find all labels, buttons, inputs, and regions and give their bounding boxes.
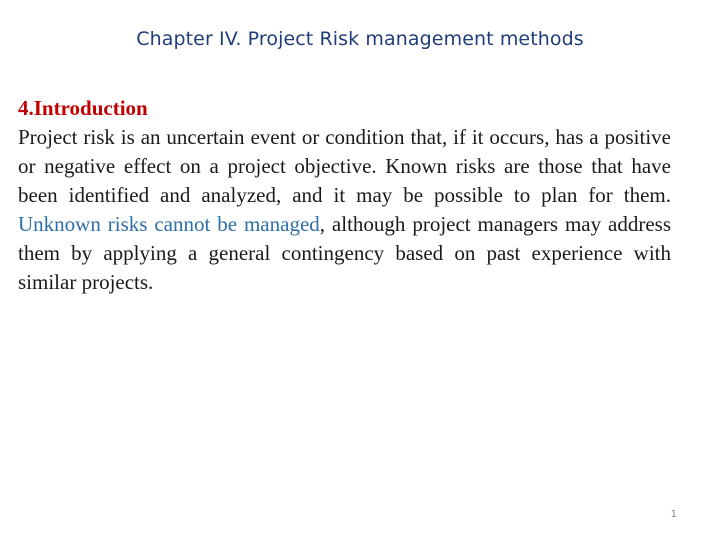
paragraph-text-part1: Project risk is an uncertain event or condition that, if it occurs, has a positive or negative effect on a project objective. Known risks are those that have been identified and analyzed, and it may be possible to plan for them.	[18, 125, 671, 207]
paragraph-text-part2: , although project managers may address them by applying a general contingency based on past experience with similar projects.	[18, 212, 671, 294]
slide-body	[18, 94, 671, 297]
slide-title: Chapter IV. Project Risk management methods	[136, 28, 584, 50]
intro-paragraph	[18, 123, 671, 297]
page-number: 1	[670, 509, 677, 520]
section-heading: 4.Introduction	[18, 96, 148, 120]
paragraph-highlight: Unknown risks cannot be managed	[18, 212, 320, 236]
